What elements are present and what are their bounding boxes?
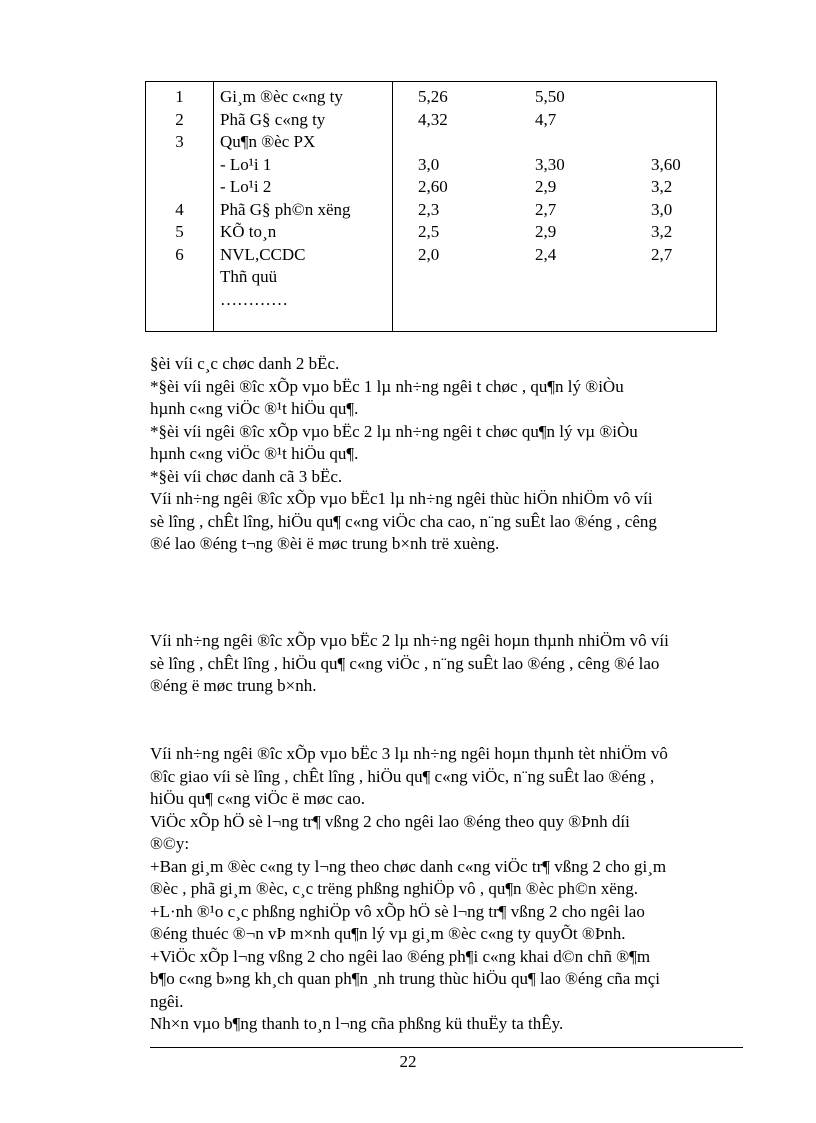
text-line: ®©y: [150,834,190,853]
row-number: 1 [175,87,184,106]
coefficient-level-1: 4,32 [418,109,448,129]
text-line: sè lîng , chÊt lîng, hiÖu qu¶ c«ng viÖc cha cao, n¨ng suÊt lao ®éng , cêng [150,511,657,531]
text-line: hµnh c«ng viÖc ®¹t hiÖu qu¶. [150,444,359,463]
text-line: ®éng thuéc ®¬n vÞ m×nh qu¶n lý vµ gi¸m ®èc c«ng ty quyÕt ®Þnh. [150,924,626,943]
position-title: - Lo¹i 1 [220,154,272,174]
text-line: Víi nh÷ng ngêi ®îc xÕp vµo bËc 3 lµ nh÷ng ngêi hoµn thµnh tèt nhiÖm vô [150,744,668,763]
coefficient-level-2: 2,7 [535,199,557,219]
coefficient-level-3: 3,2 [651,177,673,196]
row-number-column [146,82,214,332]
row-number: 2 [175,109,184,129]
coefficient-level-2: 2,9 [535,222,557,241]
coefficient-level-2: 3,30 [535,154,565,174]
position-title: - Lo¹i 2 [220,177,272,196]
text-line: ngêi. [150,991,184,1011]
coefficient-level-1: 2,3 [418,199,440,219]
page-number: 22 [399,1052,417,1071]
salary-coefficient-table [145,81,717,332]
coefficient-level-2: 4,7 [535,109,557,129]
text-line: +Ban gi¸m ®èc c«ng ty l¬ng theo chøc danh c«ng viÖc tr¶ vßng 2 cho gi¸m [150,856,667,876]
text-line: ®èc , phã gi¸m ®èc, c¸c trëng phßng nghiÖp vô , qu¶n ®èc ph©n xëng. [150,879,639,898]
coefficient-level-1: 2,60 [418,177,448,196]
text-line: hµnh c«ng viÖc ®¹t hiÖu qu¶. [150,399,359,418]
paragraph-block-3 [150,743,750,1036]
position-title-column [214,82,393,332]
text-line: *§èi víi chøc danh cã 3 bËc. [150,466,343,486]
coefficient-row [393,199,716,222]
text-line: hiÖu qu¶ c«ng viÖc ë møc cao. [150,789,365,808]
row-number [146,289,213,312]
coefficient-row [393,109,716,132]
coefficient-row [393,154,716,177]
position-title: ………… [220,289,288,309]
position-title: Thñ quü [220,267,278,286]
paragraph-block-1 [150,353,750,556]
coefficient-level-2: 5,50 [535,87,565,106]
coefficient-level-1: 3,0 [418,154,440,174]
coefficient-level-2: 2,4 [535,244,557,264]
text-line: §èi víi c¸c chøc danh 2 bËc. [150,354,340,373]
row-number: 6 [175,244,184,264]
position-title: NVL,CCDC [220,244,306,264]
coefficient-row [393,221,716,244]
table-row [146,82,717,332]
coefficient-level-3: 3,60 [651,154,681,174]
row-number: 3 [175,132,184,151]
row-number: 5 [175,222,184,241]
position-title: KÕ to¸n [220,222,277,241]
coefficient-level-1: 2,5 [418,222,440,241]
text-line: Víi nh÷ng ngêi ®îc xÕp vµo bËc 2 lµ nh÷ng ngêi hoµn thµnh nhiÖm vô víi [150,631,669,650]
coefficient-level-3: 3,0 [651,199,673,219]
coefficient-level-1: 2,0 [418,244,440,264]
coefficient-row [393,131,716,154]
row-number: 4 [175,199,184,219]
coefficient-level-3: 3,2 [651,222,673,241]
coefficient-level-3: 2,7 [651,244,673,264]
row-number [146,266,213,289]
paragraph-block-2 [150,630,750,698]
text-line: ®é lao ®éng t¬ng ®èi ë møc trung b×nh trë xuèng. [150,534,500,553]
coefficient-level-1: 5,26 [418,87,448,106]
position-title: Phã G§ c«ng ty [220,109,326,129]
coefficient-row [393,244,716,267]
text-line: +L·nh ®¹o c¸c phßng nghiÖp vô xÕp hÖ sè l¬ng tr¶ vßng 2 cho ngêi lao [150,901,645,921]
row-number [146,154,213,177]
text-line: ViÖc xÕp hÖ sè l¬ng tr¶ vßng 2 cho ngêi lao ®éng theo quy ®Þnh díi [150,811,630,831]
coefficient-level-2: 2,9 [535,177,557,196]
text-line: b¶o c«ng b»ng kh¸ch quan ph¶n ¸nh trung thùc hiÖu qu¶ lao ®éng cña mçi [150,969,661,988]
text-line: +ViÖc xÕp l¬ng vßng 2 cho ngêi lao ®éng ph¶i c«ng khai d©n chñ ®¶m [150,946,651,966]
row-number [146,176,213,199]
text-line: *§èi víi ngêi ®îc xÕp vµo bËc 1 lµ nh÷ng ngêi t chøc , qu¶n lý ®iÒu [150,376,624,396]
text-line: sè lîng , chÊt lîng , hiÖu qu¶ c«ng viÖc , n¨ng suÊt lao ®éng , cêng ®é lao [150,653,660,673]
text-line: ®éng ë møc trung b×nh. [150,676,317,695]
position-title: Gi¸m ®èc c«ng ty [220,87,343,106]
text-line: Nh×n vµo b¶ng thanh to¸n l¬ng cña phßng kü thuËy ta thÊy. [150,1014,564,1033]
footer-divider [150,1047,743,1048]
coefficient-row [393,86,716,109]
text-line: ®îc giao víi sè lîng , chÊt lîng , hiÖu qu¶ c«ng viÖc, n¨ng suÊt lao ®éng , [150,766,655,786]
position-title: Qu¶n ®èc PX [220,132,316,151]
position-title: Phã G§ ph©n xëng [220,199,351,219]
coefficient-columns [393,82,717,332]
text-line: Víi nh÷ng ngêi ®îc xÕp vµo bËc1 lµ nh÷ng ngêi thùc hiÖn nhiÖm vô víi [150,489,653,508]
coefficient-row [393,176,716,199]
text-line: *§èi víi ngêi ®îc xÕp vµo bËc 2 lµ nh÷ng ngêi t chøc qu¶n lý vµ ®iÒu [150,421,638,441]
